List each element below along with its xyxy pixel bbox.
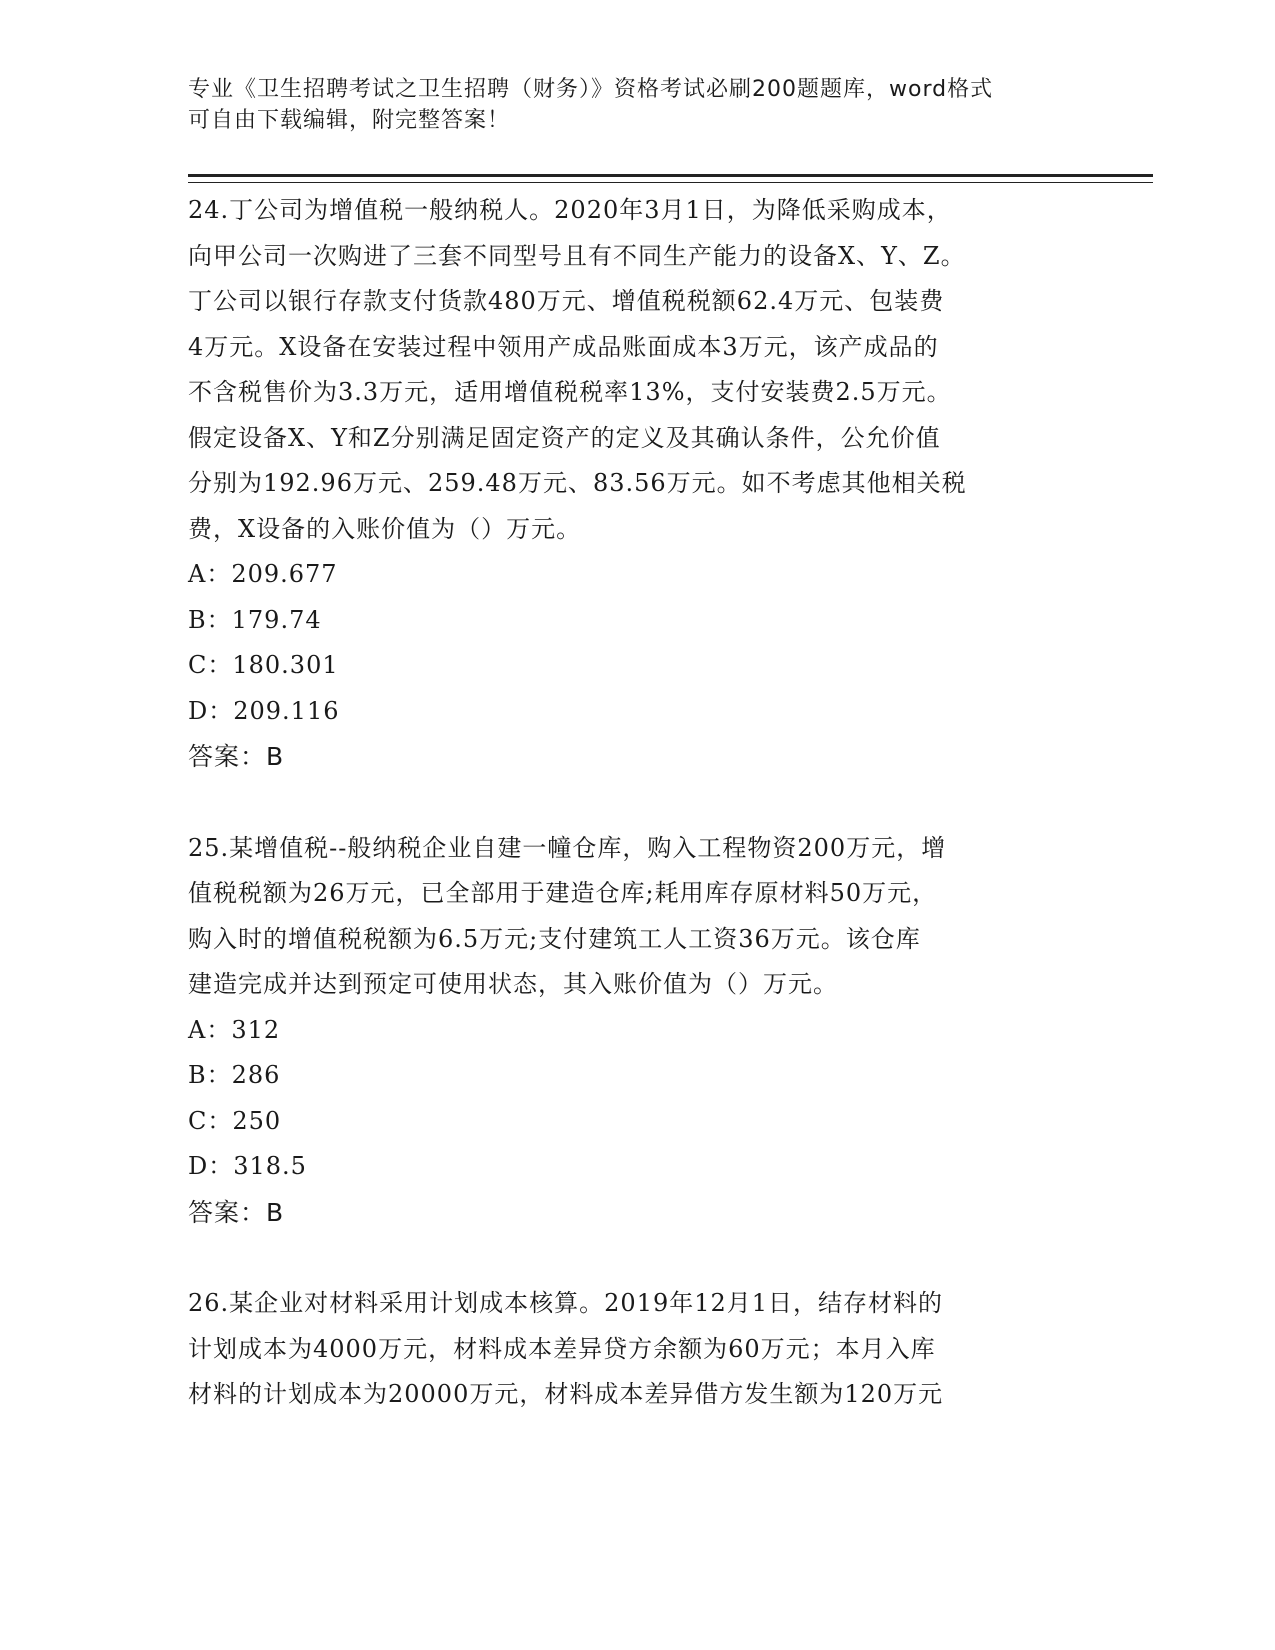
stem-line: 4万元。X设备在安装过程中领用产成品账面成本3万元，该产成品的: [188, 332, 939, 361]
question-stem: [188, 1281, 1068, 1418]
stem-line: 不含税售价为3.3万元，适用增值税税率13%，支付安装费2.5万元。: [188, 378, 952, 406]
header-line-1: 专业《卫生招聘考试之卫生招聘（财务）》资格考试必刷200题题库，word格式: [188, 77, 994, 102]
question-stem: [188, 826, 1068, 1008]
document-header: [188, 74, 1068, 136]
stem-line: 25.某增值税--般纳税企业自建一幢仓库，购入工程物资200万元，增: [188, 833, 947, 862]
option-a: A：209.677: [188, 560, 338, 588]
stem-line: 费，X设备的入账价值为（）万元。: [188, 514, 582, 543]
header-divider-thick: [188, 174, 1153, 177]
question-stem: [188, 188, 1068, 552]
stem-line: 分别为192.96万元、259.48万元、83.56万元。如不考虑其他相关税: [188, 469, 967, 497]
stem-line: 24.丁公司为增值税一般纳税人。2020年3月1日，为降低采购成本，: [188, 196, 952, 224]
header-line-2: 可自由下载编辑，附完整答案！: [188, 108, 511, 133]
question-25: [188, 826, 1068, 1236]
option-b: B：286: [188, 1061, 281, 1089]
stem-line: 向甲公司一次购进了三套不同型号且有不同生产能力的设备X、Y、Z。: [188, 241, 966, 270]
option-d: D：318.5: [188, 1152, 307, 1180]
question-24: [188, 188, 1068, 780]
stem-line: 值税税额为26万元，已全部用于建造仓库;耗用库存原材料50万元，: [188, 879, 938, 907]
question-26: [188, 1281, 1068, 1418]
stem-line: 丁公司以银行存款支付货款480万元、增值税税额62.4万元、包装费: [188, 287, 945, 315]
answer: 答案：B: [188, 742, 285, 771]
stem-line: 26.某企业对材料采用计划成本核算。2019年12月1日，结存材料的: [188, 1289, 944, 1317]
option-d: D：209.116: [188, 696, 340, 725]
stem-line: 计划成本为4000万元，材料成本差异贷方余额为60万元；本月入库: [188, 1334, 936, 1363]
question-list: [188, 188, 1068, 1418]
question-spacer: [188, 1235, 1068, 1281]
stem-line: 建造完成并达到预定可使用状态，其入账价值为（）万元。: [188, 970, 838, 998]
option-c: C：250: [188, 1106, 282, 1135]
answer: 答案：B: [188, 1197, 285, 1227]
stem-line: 材料的计划成本为20000万元，材料成本差异借方发生额为120万元: [188, 1380, 944, 1408]
option-a: A：312: [188, 1015, 281, 1044]
option-b: B：179.74: [188, 605, 322, 634]
header-divider-thin: [188, 182, 1153, 183]
stem-line: 假定设备X、Y和Z分别满足固定资产的定义及其确认条件，公允价值: [188, 423, 941, 452]
stem-line: 购入时的增值税税额为6.5万元;支付建筑工人工资36万元。该仓库: [188, 924, 921, 953]
question-spacer: [188, 780, 1068, 826]
option-c: C：180.301: [188, 651, 339, 679]
